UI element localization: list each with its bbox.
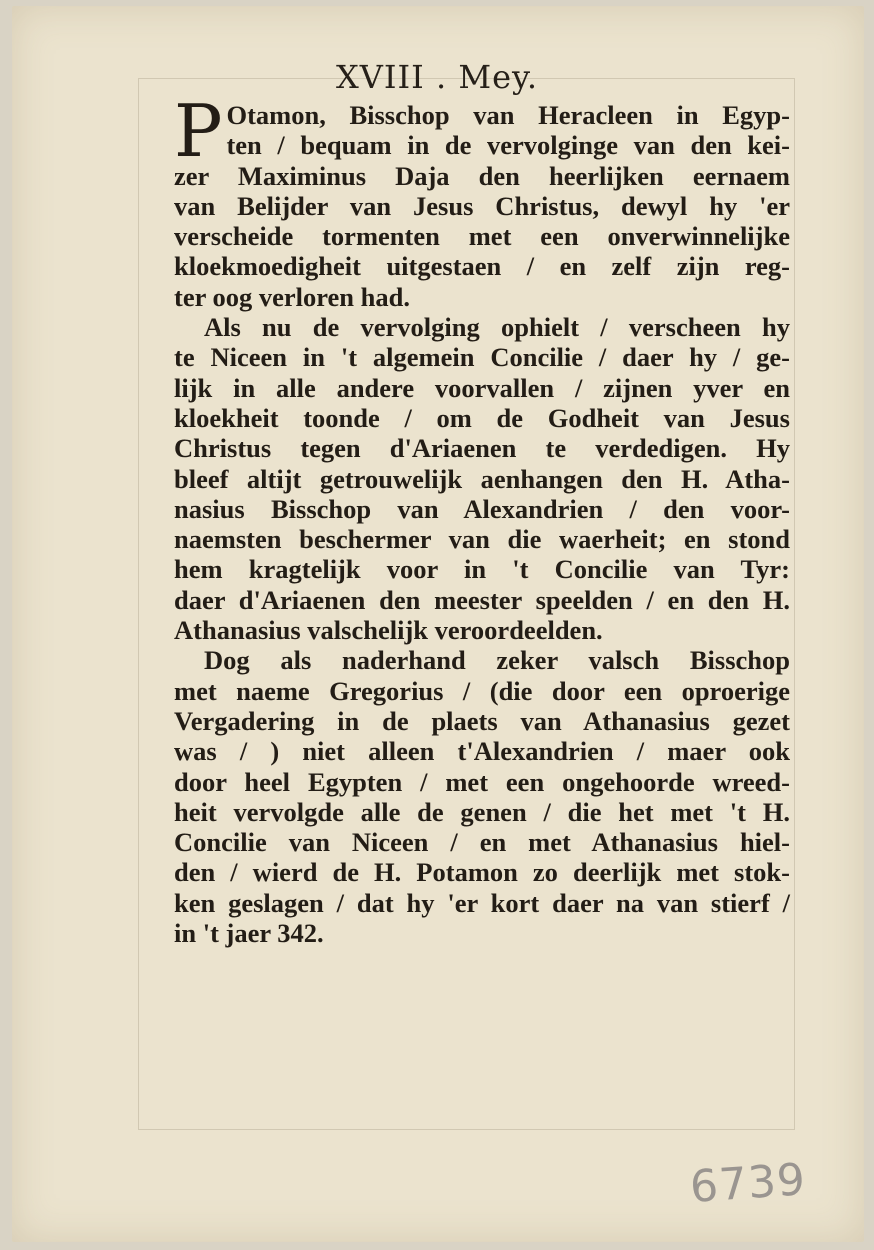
- text-line: ten / bequam in de vervolginge van den kei-: [226, 130, 790, 161]
- text-line: verscheide tormenten met een onverwinnelijke: [174, 221, 790, 252]
- text-line: Concilie van Niceen / en met Athanasius hiel-: [174, 827, 790, 858]
- text-line: lijk in alle andere voorvallen / zijnen yver en: [174, 372, 790, 403]
- body-text: [174, 89, 790, 949]
- text-line: was / ) niet alleen t'Alexandrien / maer ook: [174, 736, 790, 767]
- text-line: Athanasius valschelijk veroordeelden.: [174, 615, 603, 646]
- handwritten-inventory-number: 6739: [688, 1154, 808, 1213]
- text-line: daer d'Ariaenen den meester speelden / en den H.: [174, 584, 790, 615]
- text-line: door heel Egypten / met een ongehoorde wreed-: [174, 766, 790, 797]
- page-title: XVIII . Mey.: [335, 58, 539, 96]
- text-line: Dog als naderhand zeker valsch Bisschop: [204, 645, 790, 676]
- text-line: Christus tegen d'Ariaenen te verdedigen. Hy: [174, 433, 790, 464]
- text-line: bleef altijt getrouwelijk aenhangen den H. Atha-: [174, 463, 790, 494]
- text-line: van Belijder van Jesus Christus, dewyl hy 'er: [174, 190, 790, 221]
- dropcap: P: [174, 89, 223, 173]
- text-line: hem kragtelijk voor in 't Concilie van Tyr:: [174, 554, 790, 585]
- text-line: kloekmoedigheit uitgestaen / en zelf zijn reg-: [174, 251, 790, 282]
- text-line: met naeme Gregorius / (die door een oproerige: [174, 675, 790, 706]
- text-line: ter oog verloren had.: [174, 281, 411, 312]
- text-line: ken geslagen / dat hy 'er kort daer na van stierf /: [174, 887, 790, 918]
- text-line: heit vervolgde alle de genen / die het met 't H.: [174, 796, 790, 827]
- text-line: zer Maximinus Daja den heerlijken eernaem: [174, 160, 790, 191]
- text-line: den / wierd de H. Potamon zo deerlijk met stok-: [174, 857, 790, 888]
- text-line: Als nu de vervolging ophielt / verscheen hy: [204, 312, 790, 343]
- text-line: nasius Bisschop van Alexandrien / den voor-: [174, 493, 790, 524]
- text-line: naemsten beschermer van die waerheit; en stond: [174, 524, 790, 555]
- text-line: Vergadering in de plaets van Athanasius gezet: [174, 705, 790, 736]
- text-line: te Niceen in 't algemein Concilie / daer hy / ge-: [174, 342, 790, 373]
- text-line: Otamon, Bisschop van Heracleen in Egyp-: [226, 100, 790, 130]
- text-line: in 't jaer 342.: [174, 918, 324, 949]
- text-line: kloekheit toonde / om de Godheit van Jesus: [174, 402, 790, 433]
